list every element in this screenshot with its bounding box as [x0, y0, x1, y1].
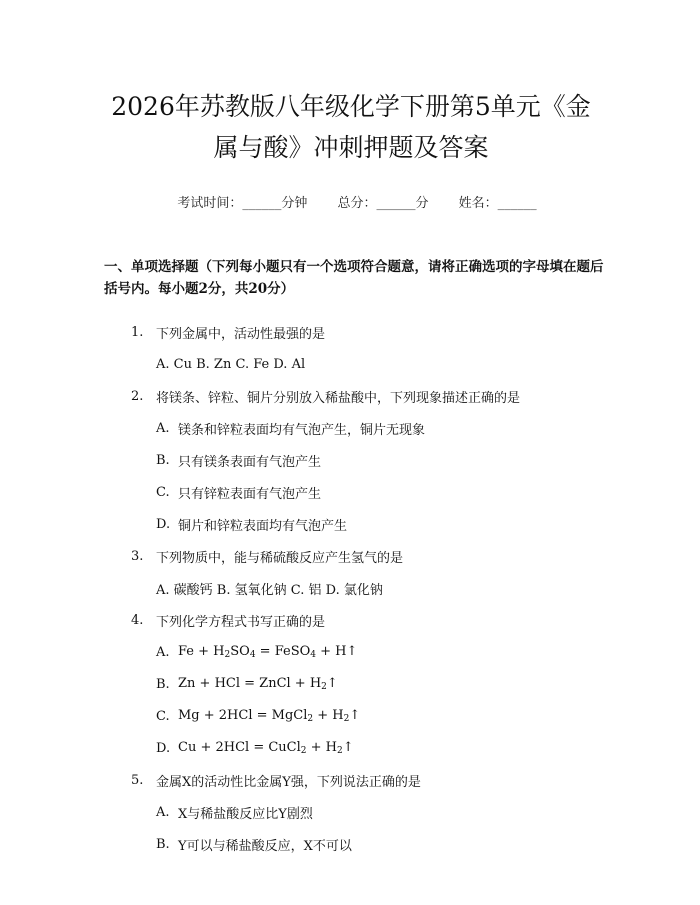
question-number: 3.	[131, 548, 144, 564]
option-letter: D.	[156, 740, 171, 756]
title-line-1: 2026年苏教版八年级化学下册第5单元《金	[111, 92, 591, 121]
option-text: X与稀盐酸反应比Y剧烈	[178, 806, 313, 822]
equation: Zn + HCl = ZnCl + $H_2↑$	[178, 676, 338, 692]
student-name-field: 姓名：______	[458, 196, 537, 211]
option-text: 只有锌粒表面有气泡产生	[178, 486, 322, 502]
title-line-2: 属与酸》冲刺押题及答案	[213, 133, 489, 162]
question-number: 2.	[131, 388, 144, 404]
option-text: 铜片和锌粒表面均有气泡产生	[178, 518, 348, 534]
option-b	[104, 668, 610, 700]
option-letter: D.	[156, 516, 171, 532]
equation: $Fe + H_2SO_4$ = FeSO$_4$ + H↑	[178, 644, 358, 660]
option-d	[104, 732, 610, 764]
equation: Cu + 2HCl = CuCl$_2$ + $H_2↑$	[178, 740, 354, 756]
option-text: 只有镁条表面有气泡产生	[178, 454, 322, 470]
question-4	[104, 604, 610, 764]
total-score-field: 总分：______分	[337, 196, 429, 211]
option-a	[104, 412, 610, 444]
option-d	[104, 508, 610, 540]
question-stem: 下列金属中，活动性最强的是	[156, 326, 326, 342]
question-stem: 将镁条、锌粒、铜片分别放入稀盐酸中，下列现象描述正确的是	[156, 390, 521, 406]
exam-meta	[104, 192, 610, 211]
option-b	[104, 444, 610, 476]
question-stem: 金属X的活动性比金属Y强，下列说法正确的是	[156, 774, 421, 790]
option-letter: B.	[156, 836, 170, 852]
option-letter: C.	[156, 484, 170, 500]
document-title	[90, 0, 612, 168]
option-text: 镁条和锌粒表面均有气泡产生，铜片无现象	[178, 422, 426, 438]
question-2	[104, 380, 610, 540]
equation: Mg + 2HCl = MgCl$_2$ + $H_2↑$	[178, 708, 361, 724]
option-text: Y可以与稀盐酸反应，X不可以	[178, 838, 352, 854]
question-5	[104, 764, 610, 860]
option-letter: C.	[156, 708, 170, 724]
option-letter: A.	[156, 644, 170, 660]
section-heading: 一、单项选择题（下列每小题只有一个选项符合题意，请将正确选项的字母填在题后括号内。每小题2分，共20分）	[104, 259, 604, 297]
question-number: 1.	[131, 324, 144, 340]
question-list	[104, 316, 610, 860]
option-letter: A.	[156, 420, 170, 436]
option-a	[104, 636, 610, 668]
question-number: 5.	[131, 772, 144, 788]
question-1	[104, 316, 610, 380]
exam-time-field: 考试时间：______分钟	[177, 196, 308, 211]
option-a	[104, 796, 610, 828]
question-stem: 下列物质中，能与稀硫酸反应产生氢气的是	[156, 550, 404, 566]
option-c	[104, 700, 610, 732]
option-c	[104, 476, 610, 508]
question-number: 4.	[131, 612, 144, 628]
question-stem: 下列化学方程式书写正确的是	[156, 614, 326, 630]
option-letter: B.	[156, 452, 170, 468]
option-letter: A.	[156, 804, 170, 820]
inline-options: A. Cu B. Zn C. Fe D. Al	[156, 356, 306, 372]
option-letter: B.	[156, 676, 170, 692]
option-b	[104, 828, 610, 860]
question-3	[104, 540, 610, 604]
inline-options: A. 碳酸钙 B. 氢氧化钠 C. 铝 D. 氯化钠	[156, 582, 383, 598]
